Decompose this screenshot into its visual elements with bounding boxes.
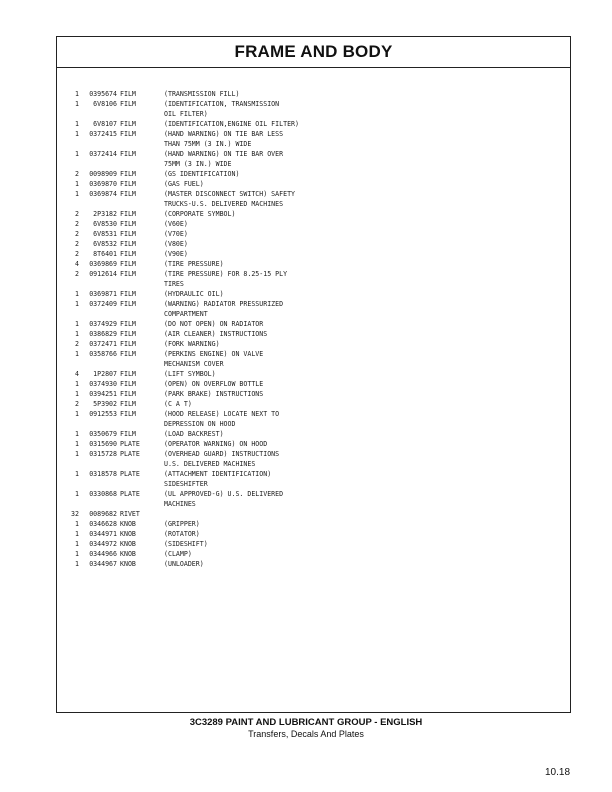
parts-list-item xyxy=(66,249,299,259)
item-type: KNOB xyxy=(120,520,136,528)
item-type: FILM xyxy=(120,260,136,268)
item-type: FILM xyxy=(120,350,136,358)
item-qty: 1 xyxy=(75,100,79,108)
item-qty: 1 xyxy=(75,430,79,438)
item-part-number: 0372409 xyxy=(89,300,117,308)
item-type xyxy=(120,359,164,369)
item-description: (TIRE PRESSURE) xyxy=(164,260,224,268)
item-description: OIL FILTER) xyxy=(164,110,208,118)
item-part-number xyxy=(79,109,120,119)
item-type: FILM xyxy=(120,100,136,108)
item-qty: 1 xyxy=(75,520,79,528)
item-type: FILM xyxy=(120,120,136,128)
item-qty: 1 xyxy=(75,90,79,98)
item-qty: 2 xyxy=(75,210,79,218)
item-description: THAN 75MM (3 IN.) WIDE xyxy=(164,140,252,148)
group-title: 3C3289 PAINT AND LUBRICANT GROUP - ENGLISH xyxy=(189,717,423,728)
item-qty: 1 xyxy=(75,560,79,568)
item-part-number: 0344966 xyxy=(89,550,117,558)
parts-list-item-continuation xyxy=(66,109,299,119)
item-description: TRUCKS-U.S. DELIVERED MACHINES xyxy=(164,200,284,208)
item-qty xyxy=(66,159,79,169)
parts-list-item xyxy=(66,229,299,239)
item-description: U.S. DELIVERED MACHINES xyxy=(164,460,256,468)
item-qty: 2 xyxy=(75,220,79,228)
item-part-number xyxy=(79,279,120,289)
item-description xyxy=(164,509,299,519)
item-part-number: 0315728 xyxy=(89,450,117,458)
item-description: (OPERATOR WARNING) ON HOOD xyxy=(164,440,268,448)
item-description: (ROTATOR) xyxy=(164,530,200,538)
item-part-number xyxy=(79,459,120,469)
item-part-number: 6V8530 xyxy=(93,220,117,228)
item-qty: 1 xyxy=(75,290,79,298)
item-qty: 32 xyxy=(71,510,79,518)
item-part-number: 0344972 xyxy=(89,540,117,548)
item-type xyxy=(120,419,164,429)
parts-list-item xyxy=(66,449,299,459)
item-qty: 1 xyxy=(75,320,79,328)
item-type: FILM xyxy=(120,370,136,378)
item-part-number xyxy=(79,479,120,489)
item-description: 75MM (3 IN.) WIDE xyxy=(164,160,232,168)
item-type: FILM xyxy=(120,410,136,418)
item-qty: 1 xyxy=(75,350,79,358)
item-qty: 2 xyxy=(75,170,79,178)
item-description: (V80E) xyxy=(164,240,188,248)
item-part-number: 0372471 xyxy=(89,340,117,348)
parts-list-item xyxy=(66,519,299,529)
item-qty xyxy=(66,109,79,119)
item-description: (SIDESHIFT) xyxy=(164,540,208,548)
item-description: (C A T) xyxy=(164,400,192,408)
item-type: RIVET xyxy=(120,510,140,518)
item-qty: 1 xyxy=(75,390,79,398)
item-type: FILM xyxy=(120,180,136,188)
group-subtitle: Transfers, Decals And Plates xyxy=(248,729,364,739)
item-type: KNOB xyxy=(120,550,136,558)
item-description: (AIR CLEANER) INSTRUCTIONS xyxy=(164,330,268,338)
parts-list-item xyxy=(66,89,299,99)
item-part-number xyxy=(79,139,120,149)
item-qty xyxy=(66,309,79,319)
item-qty: 1 xyxy=(75,490,79,498)
item-description: (V70E) xyxy=(164,230,188,238)
item-description: (LIFT SYMBOL) xyxy=(164,370,216,378)
item-type: KNOB xyxy=(120,530,136,538)
item-description: (GAS FUEL) xyxy=(164,180,204,188)
item-part-number: 0315690 xyxy=(89,440,117,448)
item-description: (HYDRAULIC OIL) xyxy=(164,290,224,298)
item-type: FILM xyxy=(120,190,136,198)
item-qty: 1 xyxy=(75,440,79,448)
item-description: (IDENTIFICATION,ENGINE OIL FILTER) xyxy=(164,120,299,128)
item-qty: 4 xyxy=(75,370,79,378)
item-type: FILM xyxy=(120,130,136,138)
parts-list-item xyxy=(66,539,299,549)
parts-list-item xyxy=(66,299,299,309)
parts-list-item xyxy=(66,259,299,269)
item-qty: 1 xyxy=(75,530,79,538)
item-part-number: 0089682 xyxy=(89,510,117,518)
item-qty: 2 xyxy=(75,230,79,238)
item-part-number: 2P3182 xyxy=(93,210,117,218)
item-type: PLATE xyxy=(120,490,140,498)
item-type xyxy=(120,139,164,149)
item-qty: 1 xyxy=(75,470,79,478)
item-part-number xyxy=(79,159,120,169)
item-type: FILM xyxy=(120,330,136,338)
item-qty: 1 xyxy=(75,130,79,138)
item-type: FILM xyxy=(120,400,136,408)
item-part-number xyxy=(79,499,120,509)
item-description: DEPRESSION ON HOOD xyxy=(164,420,236,428)
item-description: (CORPORATE SYMBOL) xyxy=(164,210,236,218)
item-part-number: 0346628 xyxy=(89,520,117,528)
parts-list-item-continuation xyxy=(66,419,299,429)
item-type: FILM xyxy=(120,250,136,258)
item-description: (V60E) xyxy=(164,220,188,228)
parts-list-item xyxy=(66,559,299,569)
item-description: (GRIPPER) xyxy=(164,520,200,528)
parts-list-item xyxy=(66,189,299,199)
item-qty: 1 xyxy=(75,150,79,158)
item-description: (PERKINS ENGINE) ON VALVE xyxy=(164,350,264,358)
item-part-number: 6V8106 xyxy=(93,100,117,108)
item-part-number: 8T6401 xyxy=(93,250,117,258)
parts-list-item-continuation xyxy=(66,139,299,149)
parts-list-item-continuation xyxy=(66,479,299,489)
item-type: FILM xyxy=(120,300,136,308)
item-type: FILM xyxy=(120,380,136,388)
item-description: (GS IDENTIFICATION) xyxy=(164,170,240,178)
item-part-number: 0369874 xyxy=(89,190,117,198)
item-description: (MASTER DISCONNECT SWITCH) SAFETY xyxy=(164,190,296,198)
item-part-number: 0318578 xyxy=(89,470,117,478)
parts-list-item-continuation xyxy=(66,279,299,289)
item-type: FILM xyxy=(120,170,136,178)
parts-list-item xyxy=(66,409,299,419)
parts-list xyxy=(66,89,299,569)
item-part-number: 0369870 xyxy=(89,180,117,188)
item-part-number: 0350679 xyxy=(89,430,117,438)
parts-list-item xyxy=(66,209,299,219)
parts-list-item xyxy=(66,389,299,399)
item-type: FILM xyxy=(120,270,136,278)
item-type: FILM xyxy=(120,150,136,158)
item-part-number: 0369871 xyxy=(89,290,117,298)
item-description: (OPEN) ON OVERFLOW BOTTLE xyxy=(164,380,264,388)
item-description: SIDESHIFTER xyxy=(164,480,208,488)
item-part-number: 0098909 xyxy=(89,170,117,178)
item-part-number: 0369869 xyxy=(89,260,117,268)
parts-list-item xyxy=(66,379,299,389)
item-description: TIRES xyxy=(164,280,184,288)
item-description: MECHANISM COVER xyxy=(164,360,224,368)
item-description: (TIRE PRESSURE) FOR 8.25-15 PLY xyxy=(164,270,288,278)
item-qty xyxy=(66,359,79,369)
item-description: (IDENTIFICATION, TRANSMISSION xyxy=(164,100,280,108)
item-qty: 2 xyxy=(75,400,79,408)
item-type xyxy=(120,479,164,489)
parts-list-item xyxy=(66,549,299,559)
item-qty xyxy=(66,499,79,509)
item-type: PLATE xyxy=(120,440,140,448)
item-type xyxy=(120,109,164,119)
parts-list-item xyxy=(66,239,299,249)
item-type xyxy=(120,309,164,319)
item-description: (FORK WARNING) xyxy=(164,340,220,348)
item-part-number: 0372415 xyxy=(89,130,117,138)
item-part-number xyxy=(79,309,120,319)
item-part-number: 6V8531 xyxy=(93,230,117,238)
item-type: PLATE xyxy=(120,470,140,478)
item-type xyxy=(120,459,164,469)
parts-list-item xyxy=(66,169,299,179)
item-qty: 1 xyxy=(75,180,79,188)
parts-list-item xyxy=(66,319,299,329)
item-qty xyxy=(66,419,79,429)
parts-list-item-continuation xyxy=(66,159,299,169)
item-qty: 1 xyxy=(75,540,79,548)
parts-list-item xyxy=(66,129,299,139)
parts-list-item xyxy=(66,439,299,449)
item-part-number xyxy=(79,359,120,369)
item-part-number: 0395674 xyxy=(89,90,117,98)
item-description: (DO NOT OPEN) ON RADIATOR xyxy=(164,320,264,328)
item-qty: 2 xyxy=(75,250,79,258)
parts-list-item xyxy=(66,469,299,479)
parts-list-item-continuation xyxy=(66,199,299,209)
item-type: KNOB xyxy=(120,540,136,548)
item-part-number: 0330868 xyxy=(89,490,117,498)
item-type: FILM xyxy=(120,340,136,348)
item-type xyxy=(120,159,164,169)
item-qty: 1 xyxy=(75,450,79,458)
item-qty: 1 xyxy=(75,190,79,198)
item-description: (ATTACHMENT IDENTIFICATION) xyxy=(164,470,272,478)
item-part-number: 0374930 xyxy=(89,380,117,388)
item-description: (LOAD BACKREST) xyxy=(164,430,224,438)
parts-list-item xyxy=(66,489,299,499)
item-description: (UL APPROVED-G) U.S. DELIVERED xyxy=(164,490,284,498)
item-qty xyxy=(66,459,79,469)
parts-list-item xyxy=(66,269,299,279)
item-type xyxy=(120,499,164,509)
item-qty xyxy=(66,479,79,489)
item-description: MACHINES xyxy=(164,500,196,508)
item-type: FILM xyxy=(120,320,136,328)
parts-list-item xyxy=(66,99,299,109)
parts-list-item-continuation xyxy=(66,359,299,369)
item-description: (CLAMP) xyxy=(164,550,192,558)
item-type: FILM xyxy=(120,390,136,398)
parts-list-item-continuation xyxy=(66,499,299,509)
parts-list-item xyxy=(66,149,299,159)
item-type: FILM xyxy=(120,240,136,248)
item-qty: 1 xyxy=(75,120,79,128)
item-qty: 1 xyxy=(75,410,79,418)
item-part-number: 1P2807 xyxy=(93,370,117,378)
item-qty: 1 xyxy=(75,380,79,388)
item-part-number: 0344971 xyxy=(89,530,117,538)
parts-list-item-continuation xyxy=(66,309,299,319)
parts-list-item xyxy=(66,219,299,229)
item-part-number: 0912553 xyxy=(89,410,117,418)
item-part-number: 6V8107 xyxy=(93,120,117,128)
item-description: (TRANSMISSION FILL) xyxy=(164,90,240,98)
parts-list-item xyxy=(66,429,299,439)
item-type: FILM xyxy=(120,290,136,298)
item-description: (HAND WARNING) ON TIE BAR OVER xyxy=(164,150,284,158)
item-type: FILM xyxy=(120,210,136,218)
item-part-number: 0372414 xyxy=(89,150,117,158)
item-description: (OVERHEAD GUARD) INSTRUCTIONS xyxy=(164,450,280,458)
item-description: (V90E) xyxy=(164,250,188,258)
parts-list-item xyxy=(66,339,299,349)
item-qty: 2 xyxy=(75,270,79,278)
item-qty: 2 xyxy=(75,240,79,248)
item-qty xyxy=(66,199,79,209)
title-bar xyxy=(57,37,570,68)
parts-list-item xyxy=(66,509,299,519)
parts-list-item xyxy=(66,289,299,299)
item-type: FILM xyxy=(120,220,136,228)
page-number: 10.18 xyxy=(545,767,571,778)
item-part-number xyxy=(79,199,120,209)
item-type xyxy=(120,279,164,289)
parts-list-item xyxy=(66,329,299,339)
item-part-number: 0912614 xyxy=(89,270,117,278)
item-description: (HOOD RELEASE) LOCATE NEXT TO xyxy=(164,410,280,418)
item-type: FILM xyxy=(120,430,136,438)
item-description: COMPARTMENT xyxy=(164,310,208,318)
item-type: PLATE xyxy=(120,450,140,458)
item-qty xyxy=(66,279,79,289)
item-description: (HAND WARNING) ON TIE BAR LESS xyxy=(164,130,284,138)
item-part-number: 6V8532 xyxy=(93,240,117,248)
parts-list-item xyxy=(66,399,299,409)
item-qty xyxy=(66,139,79,149)
parts-list-item xyxy=(66,349,299,359)
item-part-number: 0394251 xyxy=(89,390,117,398)
item-qty: 1 xyxy=(75,300,79,308)
item-qty: 1 xyxy=(75,550,79,558)
parts-list-item xyxy=(66,119,299,129)
item-qty: 4 xyxy=(75,260,79,268)
item-type: KNOB xyxy=(120,560,136,568)
item-part-number: 0374929 xyxy=(89,320,117,328)
parts-list-item xyxy=(66,529,299,539)
parts-list-item xyxy=(66,179,299,189)
item-type xyxy=(120,199,164,209)
parts-list-item-continuation xyxy=(66,459,299,469)
item-description: (UNLOADER) xyxy=(164,560,204,568)
item-part-number: 0344967 xyxy=(89,560,117,568)
item-type: FILM xyxy=(120,230,136,238)
parts-list-item xyxy=(66,369,299,379)
item-part-number xyxy=(79,419,120,429)
page-title: FRAME AND BODY xyxy=(234,42,393,61)
item-qty: 2 xyxy=(75,340,79,348)
item-part-number: 0386829 xyxy=(89,330,117,338)
item-description: (WARNING) RADIATOR PRESSURIZED xyxy=(164,300,284,308)
item-qty: 1 xyxy=(75,330,79,338)
item-type: FILM xyxy=(120,90,136,98)
item-description: (PARK BRAKE) INSTRUCTIONS xyxy=(164,390,264,398)
item-part-number: 5P3902 xyxy=(93,400,117,408)
item-part-number: 0358766 xyxy=(89,350,117,358)
